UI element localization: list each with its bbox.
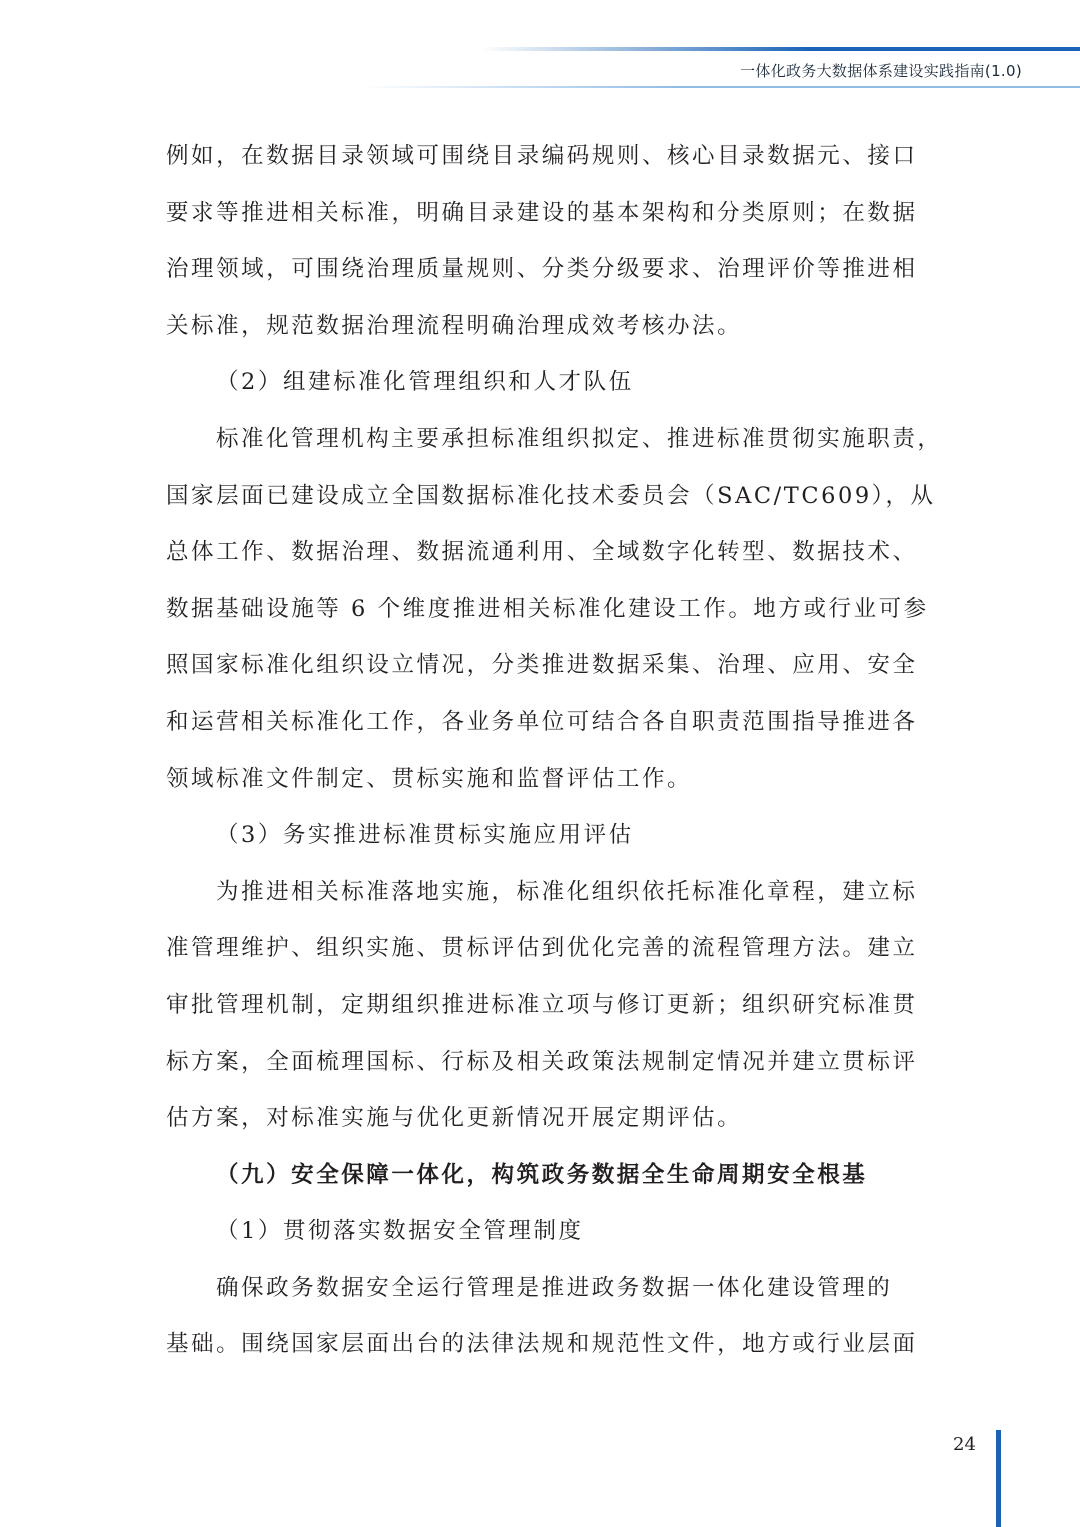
paragraph-line: 数据基础设施等 6 个维度推进相关标准化建设工作。地方或行业可参 (166, 595, 929, 622)
paragraph-line: 要求等推进相关标准，明确目录建设的基本架构和分类原则；在数据 (166, 199, 918, 226)
header-title: 一体化政务大数据体系建设实践指南(1.0) (740, 62, 1022, 80)
paragraph-line: 标准化管理机构主要承担标准组织拟定、推进标准贯彻实施职责， (216, 425, 943, 452)
paragraph-line: 标方案，全面梳理国标、行标及相关政策法规制定情况并建立贯标评 (166, 1048, 918, 1075)
section-heading: （九）安全保障一体化，构筑政务数据全生命周期安全根基 (216, 1161, 868, 1188)
paragraph-line: 准管理维护、组织实施、贯标评估到优化完善的流程管理方法。建立 (166, 935, 918, 962)
page-header (0, 0, 1080, 100)
subheading: （1）贯彻落实数据安全管理制度 (216, 1218, 584, 1245)
paragraph-line: 确保政务数据安全运行管理是推进政务数据一体化建设管理的 (216, 1274, 893, 1301)
paragraph-line: 治理领域，可围绕治理质量规则、分类分级要求、治理评价等推进相 (166, 256, 918, 283)
page-number: 24 (953, 1434, 976, 1455)
paragraph-line: 审批管理机制，定期组织推进标准立项与修订更新；组织研究标准贯 (166, 991, 918, 1018)
footer-accent-bar (996, 1430, 1001, 1527)
paragraph-line: 领域标准文件制定、贯标实施和监督评估工作。 (166, 765, 693, 792)
paragraph-line: 估方案，对标准实施与优化更新情况开展定期评估。 (166, 1105, 743, 1132)
paragraph-line: 总体工作、数据治理、数据流通利用、全域数字化转型、数据技术、 (166, 539, 918, 566)
paragraph-line: 例如，在数据目录领域可围绕目录编码规则、核心目录数据元、接口 (166, 143, 918, 169)
paragraph-line: 国家层面已建设成立全国数据标准化技术委员会（SAC/TC609），从 (166, 482, 936, 509)
paragraph-line: 和运营相关标准化工作，各业务单位可结合各自职责范围指导推进各 (166, 708, 918, 735)
subheading: （3）务实推进标准贯标实施应用评估 (216, 822, 634, 849)
paragraph-line: 基础。围绕国家层面出台的法律法规和规范性文件，地方或行业层面 (166, 1331, 918, 1358)
paragraph-line: 照国家标准化组织设立情况，分类推进数据采集、治理、应用、安全 (166, 652, 918, 679)
header-accent-bar (480, 47, 1080, 51)
paragraph-line: 关标准，规范数据治理流程明确治理成效考核办法。 (166, 312, 743, 339)
header-underline (360, 86, 1080, 88)
subheading: （2）组建标准化管理组织和人才队伍 (216, 369, 634, 396)
body-text (166, 128, 943, 1373)
paragraph-line: 为推进相关标准落地实施，标准化组织依托标准化章程，建立标 (216, 878, 918, 905)
